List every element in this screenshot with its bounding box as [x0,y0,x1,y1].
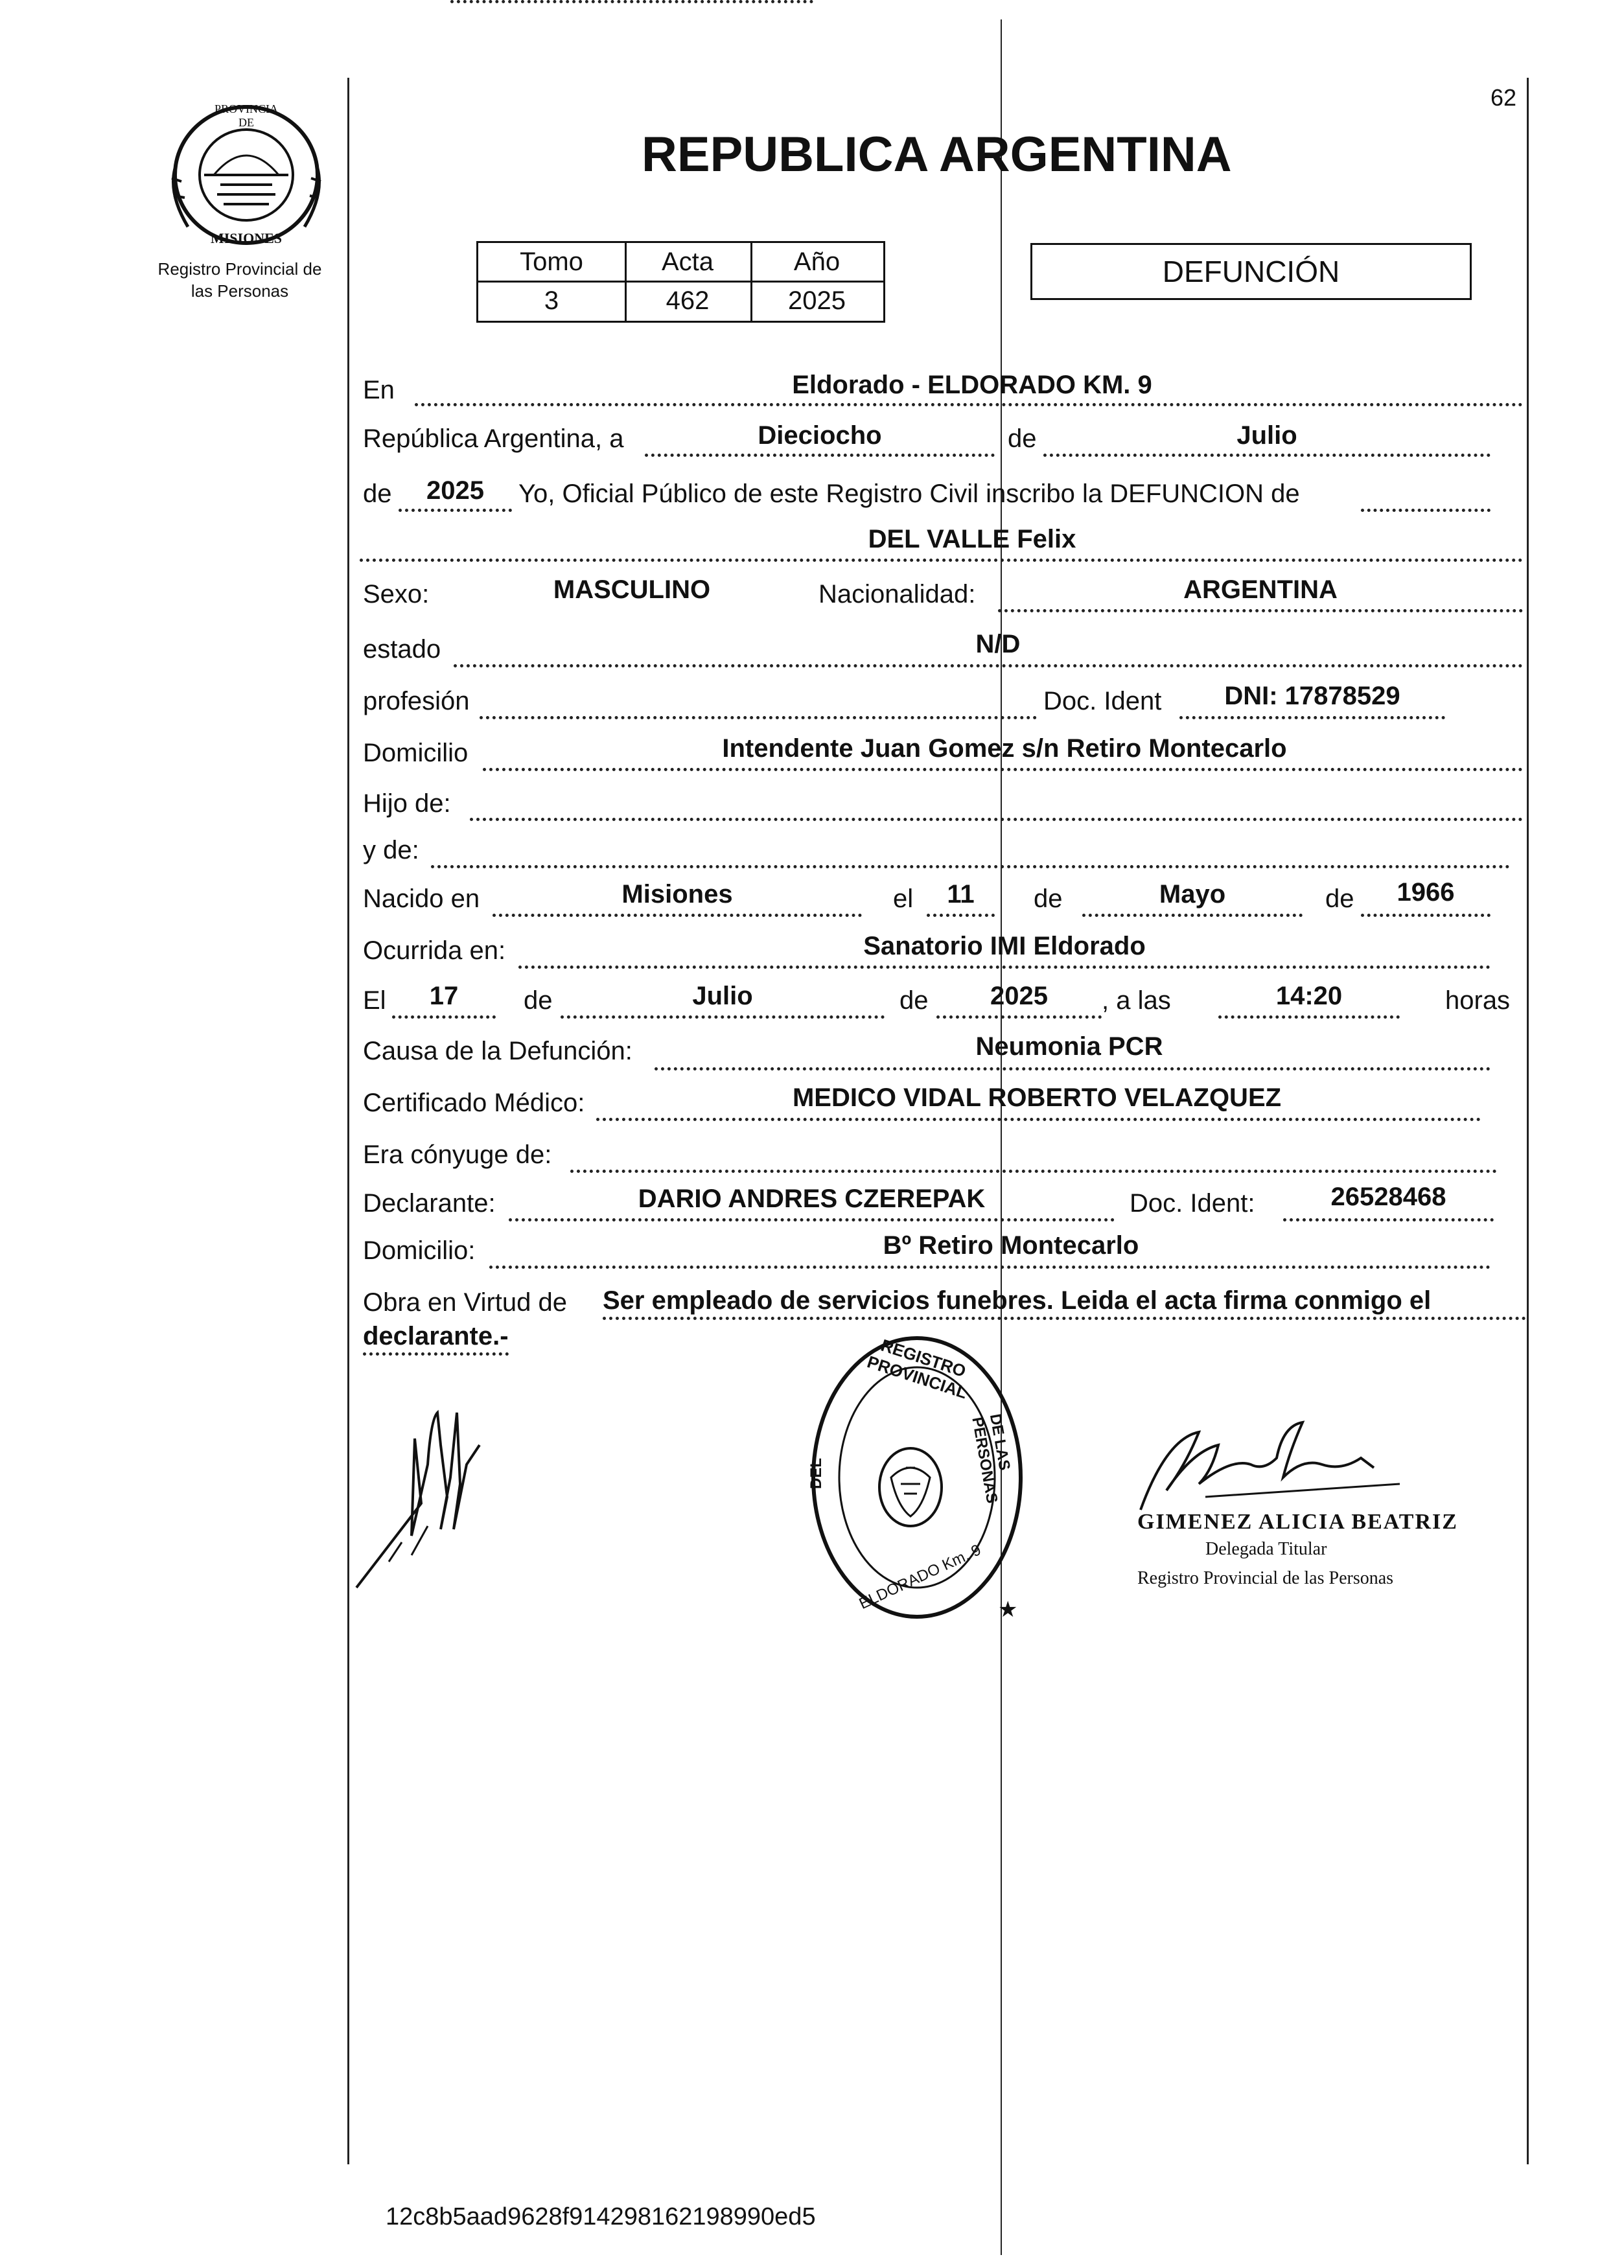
field-declarante: DARIO ANDRES CZEREPAK [638,1185,986,1213]
table-header-tomo: Tomo [520,248,583,276]
registry-name-line2: las Personas [191,281,289,301]
label-nac-de-anio: de [1325,885,1354,913]
label-horas: horas [1445,986,1511,1015]
label-republica: República Argentina, a [363,424,624,453]
field-causa: Neumonia PCR [975,1032,1163,1061]
label-declarante: Declarante: [363,1189,496,1218]
field-domicilio: Intendente Juan Gomez s/n Retiro Montecarlo [722,734,1287,763]
page-title: REPUBLICA ARGENTINA [642,127,1232,182]
label-declarante-doc: Doc. Ident: [1130,1189,1255,1218]
registry-name-line1: Registro Provincial de [157,259,322,279]
field-declarante-domicilio: Bº Retiro Montecarlo [883,1231,1139,1260]
field-nacionalidad: ARGENTINA [1183,575,1338,604]
svg-text:★: ★ [998,1597,1018,1623]
left-margin-rule [347,78,349,2164]
table-value-acta: 462 [666,286,710,315]
label-el: El [363,986,386,1015]
label-y-de: y de: [363,836,419,864]
label-causa: Causa de la Defunción: [363,1037,632,1065]
field-lugar: Eldorado - ELDORADO KM. 9 [792,371,1152,399]
field-nacido-en: Misiones [621,880,733,908]
label-obra: Obra en Virtud de [363,1288,568,1317]
registrar-office: Registro Provincial de las Personas [1137,1568,1394,1588]
label-hijo-de: Hijo de: [363,789,451,818]
center-fold-line [1001,19,1002,2255]
label-conyuge: Era cónyuge de: [363,1140,552,1169]
table-value-anio: 2025 [788,286,846,315]
label-nac-de-mes: de [1034,885,1063,913]
label-certificado: Certificado Médico: [363,1089,585,1117]
seal-top-text: PROVINCIA DE [214,102,278,129]
field-anio-registro: 2025 [426,476,484,505]
field-sexo: MASCULINO [553,575,711,604]
stamp-right-text: DE LAS PERSONAS [968,1412,1014,1505]
seal-bottom-text: MISIONES [210,230,283,246]
label-oficial-text: Yo, Oficial Público de este Registro Civil inscribo la DEFUNCION de [518,480,1300,508]
field-ocurrida-en: Sanatorio IMI Eldorado [863,932,1146,960]
label-declarante-domicilio: Domicilio: [363,1236,476,1265]
label-sexo: Sexo: [363,580,430,608]
field-nac-dia: 11 [947,880,975,908]
stamp-left-text: DEL [807,1458,825,1489]
declarant-signature [350,1387,493,1594]
document-hash: 12c8b5aad9628f914298162198990ed5 [386,2203,816,2230]
field-estado: N/D [975,630,1021,658]
label-a-las: , a las [1102,986,1171,1015]
label-ocurrida-en: Ocurrida en: [363,936,506,965]
table-value-tomo: 3 [544,286,559,315]
official-stamp [804,1328,1024,1626]
label-domicilio: Domicilio [363,739,469,767]
right-margin-rule [1527,78,1529,2164]
act-type: DEFUNCIÓN [1162,255,1340,288]
stamp-top-text: REGISTRO PROVINCIAL [864,1335,970,1403]
registrar-title: Delegada Titular [1205,1539,1327,1559]
field-nac-anio: 1966 [1397,878,1455,907]
field-certificado: MEDICO VIDAL ROBERTO VELAZQUEZ [792,1083,1282,1112]
field-def-hora: 14:20 [1275,982,1343,1010]
field-obra-line2: declarante.- [363,1322,509,1356]
label-nacionalidad: Nacionalidad: [818,580,976,608]
record-table [476,241,885,323]
field-def-dia: 17 [429,982,459,1010]
field-dni: DNI: 17878529 [1224,682,1400,710]
label-en: En [363,376,395,404]
field-mes-registro: Julio [1236,421,1297,450]
label-nac-el: el [893,885,914,913]
stamp-bottom-text: ELDORADO Km. 9 [856,1541,984,1613]
label-estado: estado [363,635,441,664]
field-def-anio: 2025 [990,982,1048,1010]
label-def-de-anio: de [899,986,929,1015]
field-declarante-doc: 26528468 [1330,1183,1446,1211]
field-nac-mes: Mayo [1159,880,1226,908]
label-nacido-en: Nacido en [363,885,480,913]
field-difunto: DEL VALLE Felix [868,525,1076,553]
page-number: 62 [1491,84,1517,111]
table-header-anio: Año [793,248,841,276]
label-doc-ident: Doc. Ident [1043,687,1162,715]
label-profesion: profesión [363,687,470,715]
label-de-anio: de [363,480,392,508]
label-de-mes: de [1008,424,1037,453]
province-seal [156,97,337,253]
field-def-mes: Julio [692,982,753,1010]
field-dia-registro: Dieciocho [758,421,882,450]
table-header-acta: Acta [661,248,714,276]
field-obra-line1: Ser empleado de servicios funebres. Leida el acta firma conmigo el [603,1286,1526,1320]
label-def-de-mes: de [524,986,553,1015]
act-type-box [1030,243,1472,300]
registrar-signature [1128,1413,1413,1516]
registrar-name: GIMENEZ ALICIA BEATRIZ [1137,1510,1458,1534]
